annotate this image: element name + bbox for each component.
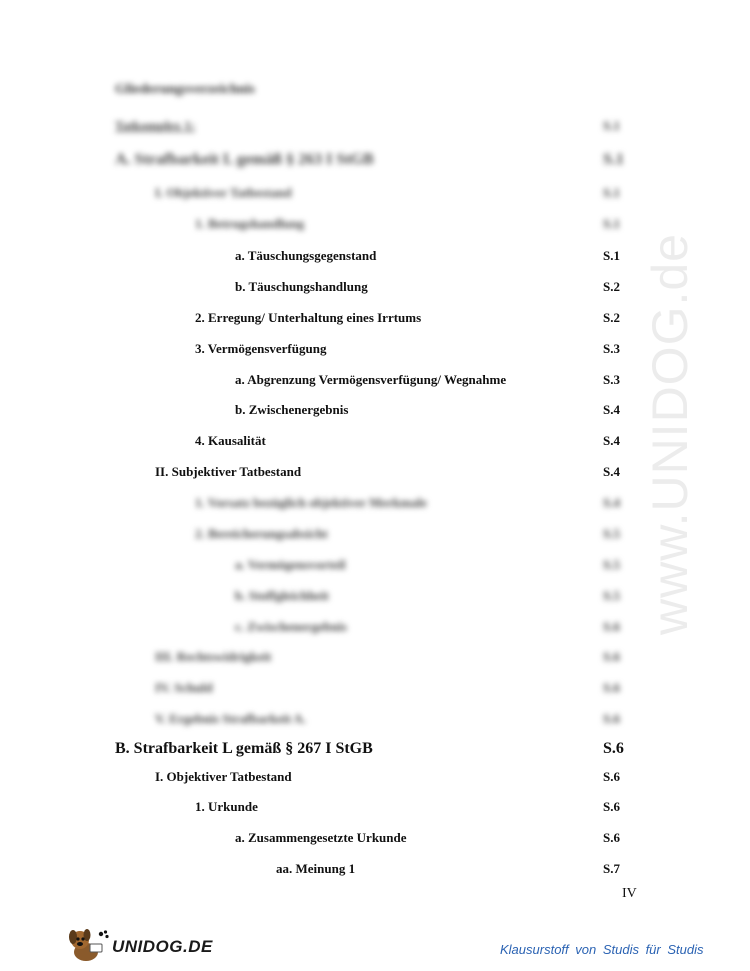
toc-entry-page: S.3 [603, 341, 620, 356]
watermark: www.UNIDOG.de [642, 233, 698, 635]
toc-entry-label: 4. Kausalität [195, 433, 266, 448]
toc-entry-page: S.6 [603, 680, 620, 695]
toc-entry-page: S.2 [603, 279, 620, 294]
toc-entry [155, 766, 750, 788]
toc-entry [155, 646, 750, 668]
toc-entry-label: a. Zusammengesetzte Urkunde [235, 830, 407, 845]
unidog-logo [66, 926, 213, 964]
toc-entry-label: aa. Meinung 1 [276, 861, 356, 876]
toc-entry-page: S.1 [603, 216, 620, 231]
toc-entry-label: 2. Bereicherungsabsicht [195, 526, 328, 541]
toc-entry-page: S.3 [603, 372, 620, 387]
toc-entry-page: S.7 [603, 861, 620, 876]
toc-entry-page: S.4 [603, 402, 620, 417]
toc-entry [155, 182, 750, 204]
toc-entry-page: S.5 [603, 557, 620, 572]
toc-entry-page: S.5 [603, 526, 620, 541]
toc-entry-label: Tatkomplex 1: [115, 118, 196, 133]
toc-heading: Gliederungsverzeichnis [115, 82, 255, 97]
toc-entry-page: S.5 [603, 588, 620, 603]
toc-entry-label: c. Zwischenergebnis [235, 619, 347, 634]
footer-tagline: Klausurstoff von Studis für Studis [500, 942, 704, 957]
dog-icon [66, 926, 110, 964]
toc-entry-page: S.4 [603, 464, 620, 479]
toc-entry-label: I. Objektiver Tatbestand [155, 769, 292, 784]
toc-entry-page: S.6 [603, 769, 620, 784]
toc-entry-page: S.6 [603, 711, 620, 726]
toc-entry-label: a. Vermögensvorteil [235, 557, 346, 572]
toc-entry-page: S.6 [603, 830, 620, 845]
toc-entry-page: S.6 [603, 649, 620, 664]
toc-entry-page: S.6 [603, 619, 620, 634]
toc-entry [195, 213, 750, 235]
toc-entry-label: 1. Urkunde [195, 799, 258, 814]
toc-entry-page: S.4 [603, 495, 620, 510]
toc-entry-label: b. Täuschungshandlung [235, 279, 368, 294]
toc-entry [155, 677, 750, 699]
toc-entry-label: A. Strafbarkeit L gemäß § 263 I StGB [115, 151, 374, 168]
toc-entry-page: S.2 [603, 310, 620, 325]
page-numeral: IV [622, 886, 637, 901]
toc-entry-page: S.6 [603, 799, 620, 814]
toc-entry-label: 1. Betrugshandlung [195, 216, 305, 231]
toc-entry-page: S.4 [603, 433, 620, 448]
toc-entry-label: III. Rechtswidrigkeit [155, 649, 272, 664]
toc-entry-label: II. Subjektiver Tatbestand [155, 464, 302, 479]
toc-entry-label: IV. Schuld [155, 680, 213, 695]
toc-entry [235, 827, 750, 849]
toc-entry [115, 149, 750, 171]
toc-entry-label: V. Ergebnis Strafbarkeit A. [155, 711, 307, 726]
toc-entry-page: S.1 [603, 248, 620, 263]
toc-entry-label: b. Stoffgleichheit [235, 588, 329, 603]
toc-entry-label: 1. Vorsatz bezüglich objektiver Merkmale [195, 495, 427, 510]
toc-entry [276, 858, 750, 880]
logo-text: UNIDOG.DE [112, 937, 213, 956]
toc-entry-label: a. Abgrenzung Vermögensverfügung/ Wegnahme [235, 372, 507, 387]
toc-entry-page: S.1 [603, 118, 620, 133]
toc-entry-label: 2. Erregung/ Unterhaltung eines Irrtums [195, 310, 422, 325]
toc-entry [155, 708, 750, 730]
toc-entry [115, 738, 750, 760]
toc-entry-label: b. Zwischenergebnis [235, 402, 349, 417]
toc-entry [115, 115, 750, 137]
toc-entry-page: S.1 [603, 151, 624, 168]
toc-entry-label: 3. Vermögensverfügung [195, 341, 327, 356]
toc-entry-label: I. Objektiver Tatbestand [155, 185, 292, 200]
toc-entry-label: a. Täuschungsgegenstand [235, 248, 377, 263]
toc-entry [195, 796, 750, 818]
toc-entry-page: S.1 [603, 185, 620, 200]
toc-entry-label: B. Strafbarkeit L gemäß § 267 I StGB [115, 740, 373, 757]
toc-entry-page: S.6 [603, 740, 624, 757]
